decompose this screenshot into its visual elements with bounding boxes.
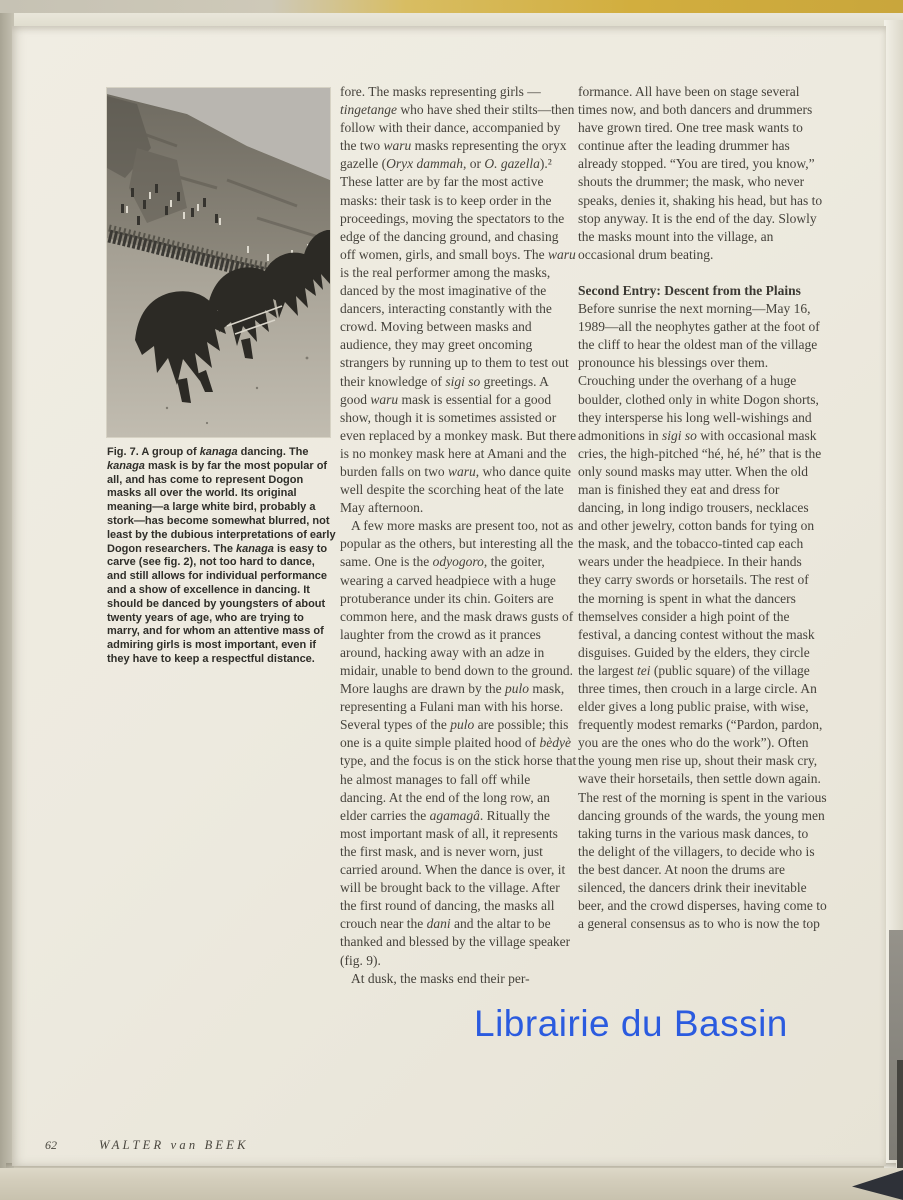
- text-column-middle: [340, 83, 577, 1147]
- paragraph: Before sunrise the next morning—May 16, 1989—all the neophytes gather at the foot of the cliff to hear the oldest man of the village pronounce his blessings over them. Crouching under the overhang of a huge boulder, clothed only in white Dogon shorts, they intersperse his long well-wishings and admonitions in sigi so with occasional mask cries, the high-pitched “hé, hé, hé” that is the only sound masks may utter. When the old man is finished they eat and dress for dancing, in long indigo trousers, necklaces and other jewelry, cotton bands for tying on the mask, and the tobacco-tinted cap each wears under the headpiece. In their hands they carry swords or horsetails. The rest of the morning is spent in what the dancers themselves consider a high point of the festival, a dancing contest without the mask disguises. Guided by the elders, they circle the largest tei (public square) of the village three times, then crouch in a large circle. An elder gives a long public praise, with wise, frequently modest remarks (“Pardon, pardon, you are the ones who do the work”). Often the young men rise up, shout their mask cry, wave their horsetails, then settle down again. The rest of the morning is spent in the various dancing grounds of the wards, the young men taking turns in the various mask dances, to the delight of the villagers, to decide who is the best dancer. At noon the drums are silenced, the dancers drink their inevitable beer, and the crowd disperses, having come to a general consensus as to who is now the top: [578, 301, 827, 932]
- section-heading: Second Entry: Descent from the Plains: [578, 282, 801, 298]
- paragraph: At dusk, the masks end their per-: [351, 970, 530, 986]
- paragraph: formance. All have been on stage several times now, and both dancers and drummers have grown tired. One tree mask wants to continue after the leading drummer has already stopped. “You are tired, you know,” shouts the drummer; the mask, who never speaks, denies it, shaking his head, but has to stop anyway. It is the end of the day. Slowly the masks mount into the village, an occasional drum beating.: [578, 84, 823, 262]
- paragraph: fore. The masks representing girls —tingetange who have shed their stilts—then follow with their dance, accompanied by the two waru masks representing the oryx gazelle (Oryx dammah, or O. gazella).² These latter are by far the most active masks: their task is to keep order in the proceedings, moving the spectators to the edge of the dancing ground, and chasing off women, girls, and small boys. The waru is the real performer among the masks, danced by the most imaginative of the dancers, interacting constantly with the crowd. Moving between masks and audience, they may greet oncoming strangers by running up to them to test out their knowledge of sigi so greetings. A good waru mask is essential for a good show, though it is sometimes assisted or even replaced by a monkey mask. But there is no monkey mask here at Amani and the burden falls on two waru, who dance quite well despite the scorching heat of the late May afternoon.: [340, 84, 577, 516]
- figure-7-caption: Fig. 7. A group of kanaga dancing. The kanaga mask is by far the most popular of all, and has come to represent Dogon masks all over the world. Its original meaning—a large white bird, probably a stork—has become somewhat blurred, not least by the dubious interpretations of early Dogon researchers. The kanaga is easy to carve (see fig. 2), not too hard to dance, and still allows for individual performance and a show of excellence in dancing. It should be danced by youngsters of about twenty years of age, who are trying to marry, and for whom an attentive mass of admiring girls is most important, even if they have to keep a respectful distance.: [107, 446, 336, 665]
- figure-7-photo-art: [107, 88, 330, 437]
- book-cover-edge-top: [0, 0, 903, 13]
- page-number: 62: [45, 1138, 57, 1152]
- running-head: WALTER van BEEK: [99, 1138, 249, 1152]
- underlying-page-edge: [0, 1168, 903, 1200]
- text-column-right: [578, 83, 827, 1147]
- bookseller-watermark: Librairie du Bassin: [474, 1003, 788, 1044]
- book-page: [12, 26, 886, 1166]
- paragraph: A few more masks are present too, not as popular as the others, but interesting all the same. One is the odyogoro, the goiter, wearing a carved headpiece with a huge protuberance under its chin. Goiters are common here, and the mask draws gusts of laughter from the crowd as it prances around, hacking away with an adze in midair, unable to bend down to the ground. More laughs are drawn by the pulo mask, representing a Fulani man with his horse. Several types of the pulo are possible; this one is a quite simple plaited hood of bèdyè type, and the focus is on the stick horse that he almost manages to fall off while dancing. At the end of the long row, an elder carries the agamagâ. Ritually the most important mask of all, it represents the first mask, and is never worn, just carried around. When the dance is over, it will be brought back to the village. After the first round of dancing, the masks all crouch near the dani and the altar to be thanked and blessed by the village speaker (fig. 9).: [340, 518, 577, 968]
- page-footer: [45, 1138, 249, 1153]
- figure-7-photo: [107, 88, 330, 437]
